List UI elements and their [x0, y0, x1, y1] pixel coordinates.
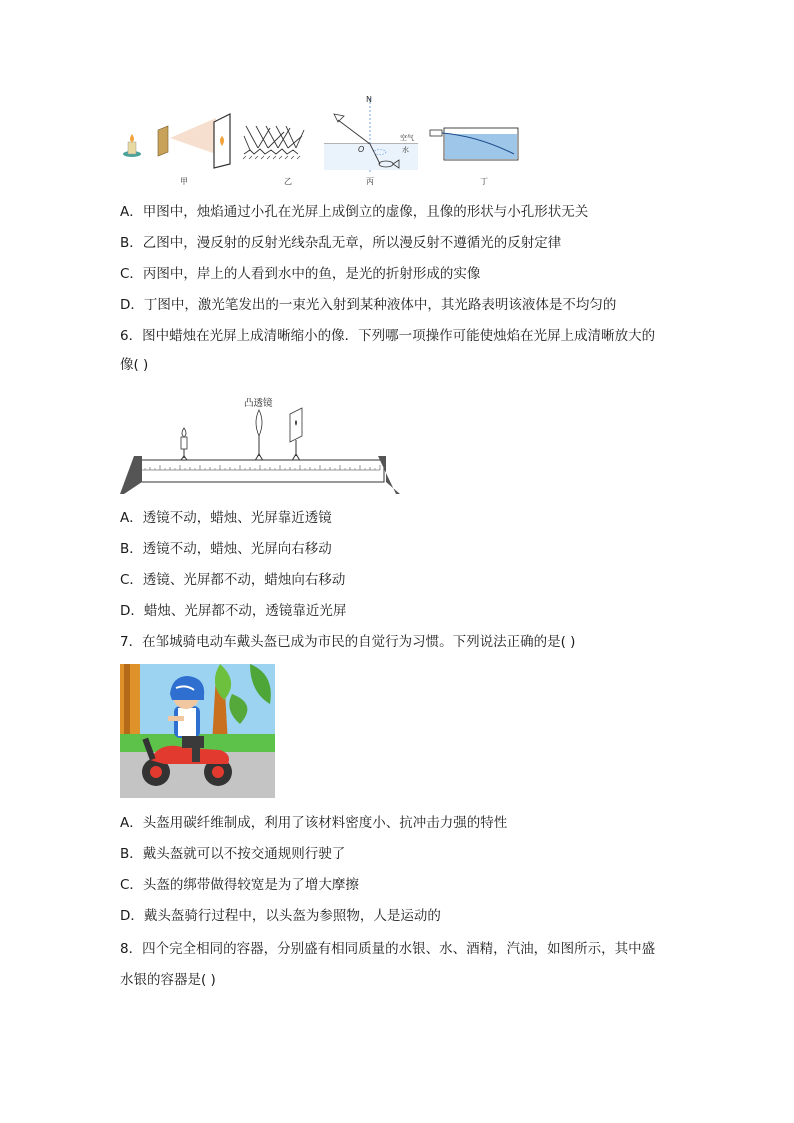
candle: [178, 428, 190, 464]
q5-option-b: B．乙图中，漫反射的反射光线杂乱无章，所以漫反射不遵循光的反射定律: [120, 235, 562, 251]
caption-yi: 乙: [284, 177, 292, 186]
caption-jia: 甲: [180, 177, 188, 186]
q7-option-a: A．头盔用碳纤维制成，利用了该材料密度小、抗冲击力强的特性: [120, 815, 508, 831]
convex-lens: [244, 397, 273, 464]
ruler-bench: [120, 456, 400, 494]
light-screen: [290, 408, 302, 464]
caption-ding: 丁: [480, 177, 488, 186]
q8-stem-line1: 8．四个完全相同的容器，分别盛有相同质量的水银、水、酒精，汽油，如图所示，其中盛: [120, 941, 656, 957]
q7-option-c: C．头盔的绑带做得较宽是为了增大摩擦: [120, 877, 359, 893]
q6-option-c: C．透镜、光屏都不动，蜡烛向右移动: [120, 572, 346, 588]
lens-label: 凸透镜: [244, 398, 273, 409]
water-label: 水: [402, 146, 409, 154]
q8-stem-line2: 水银的容器是( ): [120, 972, 216, 988]
q7-option-b: B．戴头盔就可以不按交通规则行驶了: [120, 846, 346, 862]
q5-option-d: D．丁图中，激光笔发出的一束光入射到某种液体中，其光路表明该液体是不均匀的: [120, 297, 617, 313]
q6-option-b: B．透镜不动，蜡烛、光屏向右移动: [120, 541, 332, 557]
q5-option-c: C．丙图中，岸上的人看到水中的鱼，是光的折射形成的实像: [120, 266, 481, 282]
pinhole-diagram: [123, 114, 230, 168]
q7-option-d: D．戴头盔骑行过程中，以头盔为参照物，人是运动的: [120, 908, 441, 924]
air-label: 空气: [400, 134, 414, 142]
diffuse-reflection-diagram: [243, 126, 304, 159]
q6-option-d: D．蜡烛、光屏都不动，透镜靠近光屏: [120, 603, 347, 619]
q7-stem: 7．在邹城骑电动车戴头盔已成为市民的自觉行为习惯。下列说法正确的是( ): [120, 634, 576, 650]
q6-option-a: A．透镜不动，蜡烛、光屏靠近透镜: [120, 510, 332, 526]
origin-label: O: [358, 145, 365, 154]
laser-liquid-diagram: [430, 128, 518, 160]
refraction-fish-diagram: [324, 95, 418, 172]
q5-option-a: A．甲图中，烛焰通过小孔在光屏上成倒立的虚像，且像的形状与小孔形状无关: [120, 204, 589, 220]
q6-stem-line2: 像( ): [120, 357, 149, 373]
caption-bing: 丙: [366, 177, 374, 186]
optics-figure-strip: [118, 92, 528, 188]
optical-bench-figure: [120, 390, 400, 496]
q6-stem-line1: 6．图中蜡烛在光屏上成清晰缩小的像．下列哪一项操作可能使烛焰在光屏上成清晰放大的: [120, 328, 656, 344]
normal-label: N: [366, 95, 372, 104]
helmet-rider-illustration: [120, 664, 275, 798]
